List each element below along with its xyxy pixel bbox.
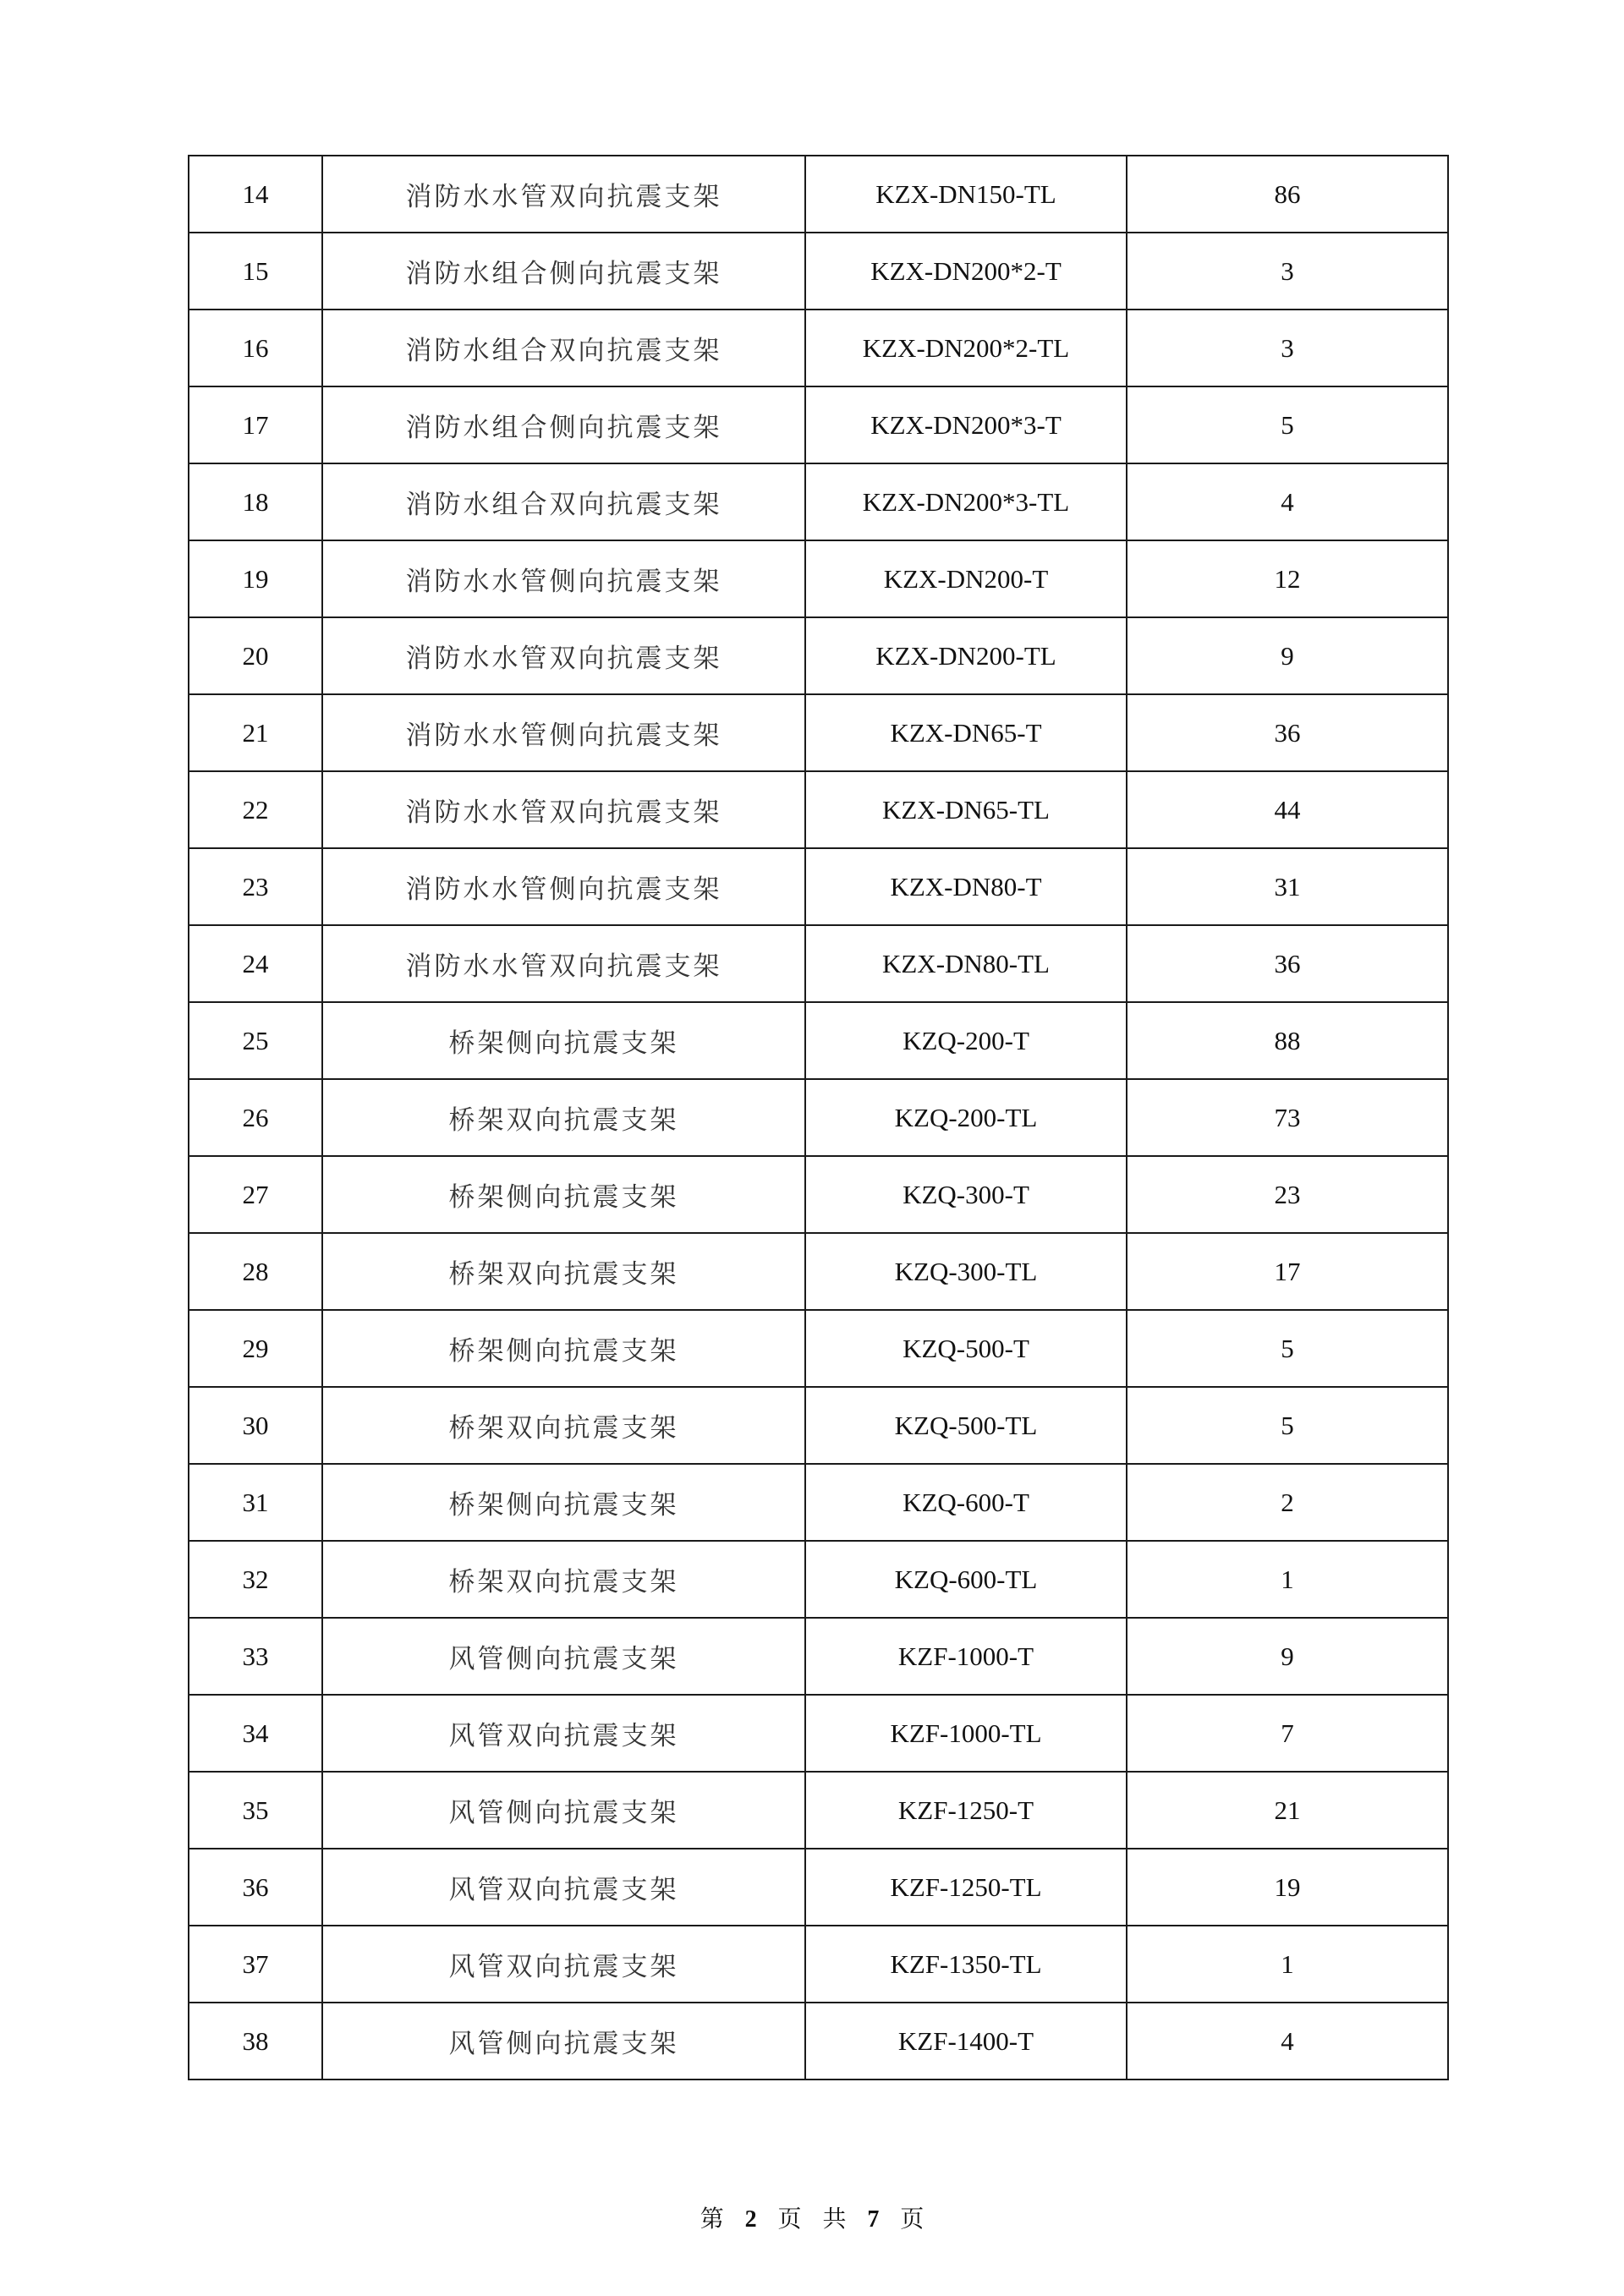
row-number-cell: 27 xyxy=(189,1156,322,1233)
item-name-cell: 消防水组合双向抗震支架 xyxy=(322,463,805,540)
item-name-cell: 消防水组合侧向抗震支架 xyxy=(322,386,805,463)
item-name-cell: 消防水水管侧向抗震支架 xyxy=(322,848,805,925)
footer-prefix: 第 xyxy=(700,2205,724,2233)
model-code-cell: KZQ-200-T xyxy=(805,1002,1127,1079)
quantity-cell: 5 xyxy=(1127,1310,1448,1387)
table-row xyxy=(189,156,1448,233)
row-number-cell: 29 xyxy=(189,1310,322,1387)
model-code-cell: KZF-1350-TL xyxy=(805,1926,1127,2003)
row-number-cell: 31 xyxy=(189,1464,322,1541)
item-name-cell: 风管双向抗震支架 xyxy=(322,1695,805,1772)
quantity-cell: 12 xyxy=(1127,540,1448,617)
row-number-cell: 17 xyxy=(189,386,322,463)
model-code-cell: KZQ-300-T xyxy=(805,1156,1127,1233)
row-number-cell: 23 xyxy=(189,848,322,925)
quantity-cell: 9 xyxy=(1127,1618,1448,1695)
item-name-cell: 桥架侧向抗震支架 xyxy=(322,1464,805,1541)
footer-page-unit: 页 xyxy=(777,2205,802,2233)
model-code-cell: KZQ-500-TL xyxy=(805,1387,1127,1464)
table-row xyxy=(189,1695,1448,1772)
quantity-cell: 7 xyxy=(1127,1695,1448,1772)
item-name-cell: 桥架双向抗震支架 xyxy=(322,1541,805,1618)
row-number-cell: 26 xyxy=(189,1079,322,1156)
table-row xyxy=(189,848,1448,925)
row-number-cell: 19 xyxy=(189,540,322,617)
row-number-cell: 15 xyxy=(189,233,322,310)
quantity-cell: 3 xyxy=(1127,233,1448,310)
footer-total-unit: 页 xyxy=(900,2205,924,2233)
model-code-cell: KZX-DN65-T xyxy=(805,694,1127,771)
row-number-cell: 30 xyxy=(189,1387,322,1464)
table-row xyxy=(189,1079,1448,1156)
table-row xyxy=(189,233,1448,310)
quantity-cell: 88 xyxy=(1127,1002,1448,1079)
quantity-cell: 23 xyxy=(1127,1156,1448,1233)
table-row xyxy=(189,310,1448,386)
model-code-cell: KZX-DN80-TL xyxy=(805,925,1127,1002)
item-name-cell: 桥架侧向抗震支架 xyxy=(322,1310,805,1387)
row-number-cell: 16 xyxy=(189,310,322,386)
table-row xyxy=(189,2003,1448,2080)
item-name-cell: 消防水组合侧向抗震支架 xyxy=(322,233,805,310)
quantity-cell: 44 xyxy=(1127,771,1448,848)
row-number-cell: 18 xyxy=(189,463,322,540)
model-code-cell: KZX-DN200*2-T xyxy=(805,233,1127,310)
item-name-cell: 桥架双向抗震支架 xyxy=(322,1387,805,1464)
model-code-cell: KZF-1400-T xyxy=(805,2003,1127,2080)
item-name-cell: 桥架侧向抗震支架 xyxy=(322,1002,805,1079)
footer-total-prefix: 共 xyxy=(822,2205,847,2233)
quantity-cell: 86 xyxy=(1127,156,1448,233)
table-row xyxy=(189,1387,1448,1464)
row-number-cell: 25 xyxy=(189,1002,322,1079)
item-name-cell: 风管侧向抗震支架 xyxy=(322,1772,805,1849)
row-number-cell: 20 xyxy=(189,617,322,694)
model-code-cell: KZF-1000-TL xyxy=(805,1695,1127,1772)
row-number-cell: 33 xyxy=(189,1618,322,1695)
model-code-cell: KZX-DN200-T xyxy=(805,540,1127,617)
quantity-cell: 21 xyxy=(1127,1772,1448,1849)
row-number-cell: 32 xyxy=(189,1541,322,1618)
quantity-cell: 3 xyxy=(1127,310,1448,386)
row-number-cell: 24 xyxy=(189,925,322,1002)
model-code-cell: KZF-1000-T xyxy=(805,1618,1127,1695)
model-code-cell: KZQ-600-T xyxy=(805,1464,1127,1541)
quantity-cell: 1 xyxy=(1127,1541,1448,1618)
quantity-cell: 1 xyxy=(1127,1926,1448,2003)
row-number-cell: 37 xyxy=(189,1926,322,2003)
total-page-number: 7 xyxy=(867,2206,880,2233)
quantity-cell: 4 xyxy=(1127,463,1448,540)
bracket-quantity-table xyxy=(188,155,1449,2080)
item-name-cell: 桥架侧向抗震支架 xyxy=(322,1156,805,1233)
quantity-cell: 9 xyxy=(1127,617,1448,694)
quantity-cell: 2 xyxy=(1127,1464,1448,1541)
item-name-cell: 风管双向抗震支架 xyxy=(322,1849,805,1926)
item-name-cell: 消防水水管双向抗震支架 xyxy=(322,925,805,1002)
page-footer xyxy=(0,2200,1624,2234)
model-code-cell: KZX-DN200*3-TL xyxy=(805,463,1127,540)
table-row xyxy=(189,1541,1448,1618)
row-number-cell: 21 xyxy=(189,694,322,771)
table-row xyxy=(189,771,1448,848)
quantity-cell: 36 xyxy=(1127,694,1448,771)
row-number-cell: 28 xyxy=(189,1233,322,1310)
quantity-cell: 5 xyxy=(1127,386,1448,463)
item-name-cell: 风管双向抗震支架 xyxy=(322,1926,805,2003)
current-page-number: 2 xyxy=(744,2206,757,2233)
table-row xyxy=(189,1310,1448,1387)
quantity-cell: 5 xyxy=(1127,1387,1448,1464)
table-row xyxy=(189,1233,1448,1310)
item-name-cell: 消防水水管双向抗震支架 xyxy=(322,156,805,233)
table-row xyxy=(189,925,1448,1002)
model-code-cell: KZQ-600-TL xyxy=(805,1541,1127,1618)
quantity-cell: 36 xyxy=(1127,925,1448,1002)
table-row xyxy=(189,1926,1448,2003)
item-name-cell: 桥架双向抗震支架 xyxy=(322,1079,805,1156)
item-name-cell: 桥架双向抗震支架 xyxy=(322,1233,805,1310)
row-number-cell: 34 xyxy=(189,1695,322,1772)
row-number-cell: 22 xyxy=(189,771,322,848)
document-table-container xyxy=(188,155,1449,2080)
quantity-cell: 19 xyxy=(1127,1849,1448,1926)
table-row xyxy=(189,386,1448,463)
item-name-cell: 风管侧向抗震支架 xyxy=(322,2003,805,2080)
table-row xyxy=(189,1618,1448,1695)
table-row xyxy=(189,1849,1448,1926)
table-row xyxy=(189,540,1448,617)
item-name-cell: 消防水水管侧向抗震支架 xyxy=(322,540,805,617)
model-code-cell: KZF-1250-TL xyxy=(805,1849,1127,1926)
model-code-cell: KZX-DN65-TL xyxy=(805,771,1127,848)
model-code-cell: KZQ-200-TL xyxy=(805,1079,1127,1156)
model-code-cell: KZX-DN200*3-T xyxy=(805,386,1127,463)
item-name-cell: 消防水水管双向抗震支架 xyxy=(322,617,805,694)
row-number-cell: 14 xyxy=(189,156,322,233)
item-name-cell: 消防水水管侧向抗震支架 xyxy=(322,694,805,771)
table-row xyxy=(189,1156,1448,1233)
model-code-cell: KZX-DN150-TL xyxy=(805,156,1127,233)
table-row xyxy=(189,463,1448,540)
row-number-cell: 35 xyxy=(189,1772,322,1849)
quantity-cell: 17 xyxy=(1127,1233,1448,1310)
model-code-cell: KZX-DN200*2-TL xyxy=(805,310,1127,386)
item-name-cell: 消防水水管双向抗震支架 xyxy=(322,771,805,848)
table-row xyxy=(189,1002,1448,1079)
table-row xyxy=(189,617,1448,694)
table-body xyxy=(189,156,1448,2080)
row-number-cell: 38 xyxy=(189,2003,322,2080)
table-row xyxy=(189,694,1448,771)
quantity-cell: 73 xyxy=(1127,1079,1448,1156)
quantity-cell: 4 xyxy=(1127,2003,1448,2080)
model-code-cell: KZF-1250-T xyxy=(805,1772,1127,1849)
model-code-cell: KZX-DN200-TL xyxy=(805,617,1127,694)
model-code-cell: KZQ-500-T xyxy=(805,1310,1127,1387)
quantity-cell: 31 xyxy=(1127,848,1448,925)
row-number-cell: 36 xyxy=(189,1849,322,1926)
item-name-cell: 风管侧向抗震支架 xyxy=(322,1618,805,1695)
item-name-cell: 消防水组合双向抗震支架 xyxy=(322,310,805,386)
table-row xyxy=(189,1772,1448,1849)
model-code-cell: KZQ-300-TL xyxy=(805,1233,1127,1310)
table-row xyxy=(189,1464,1448,1541)
model-code-cell: KZX-DN80-T xyxy=(805,848,1127,925)
